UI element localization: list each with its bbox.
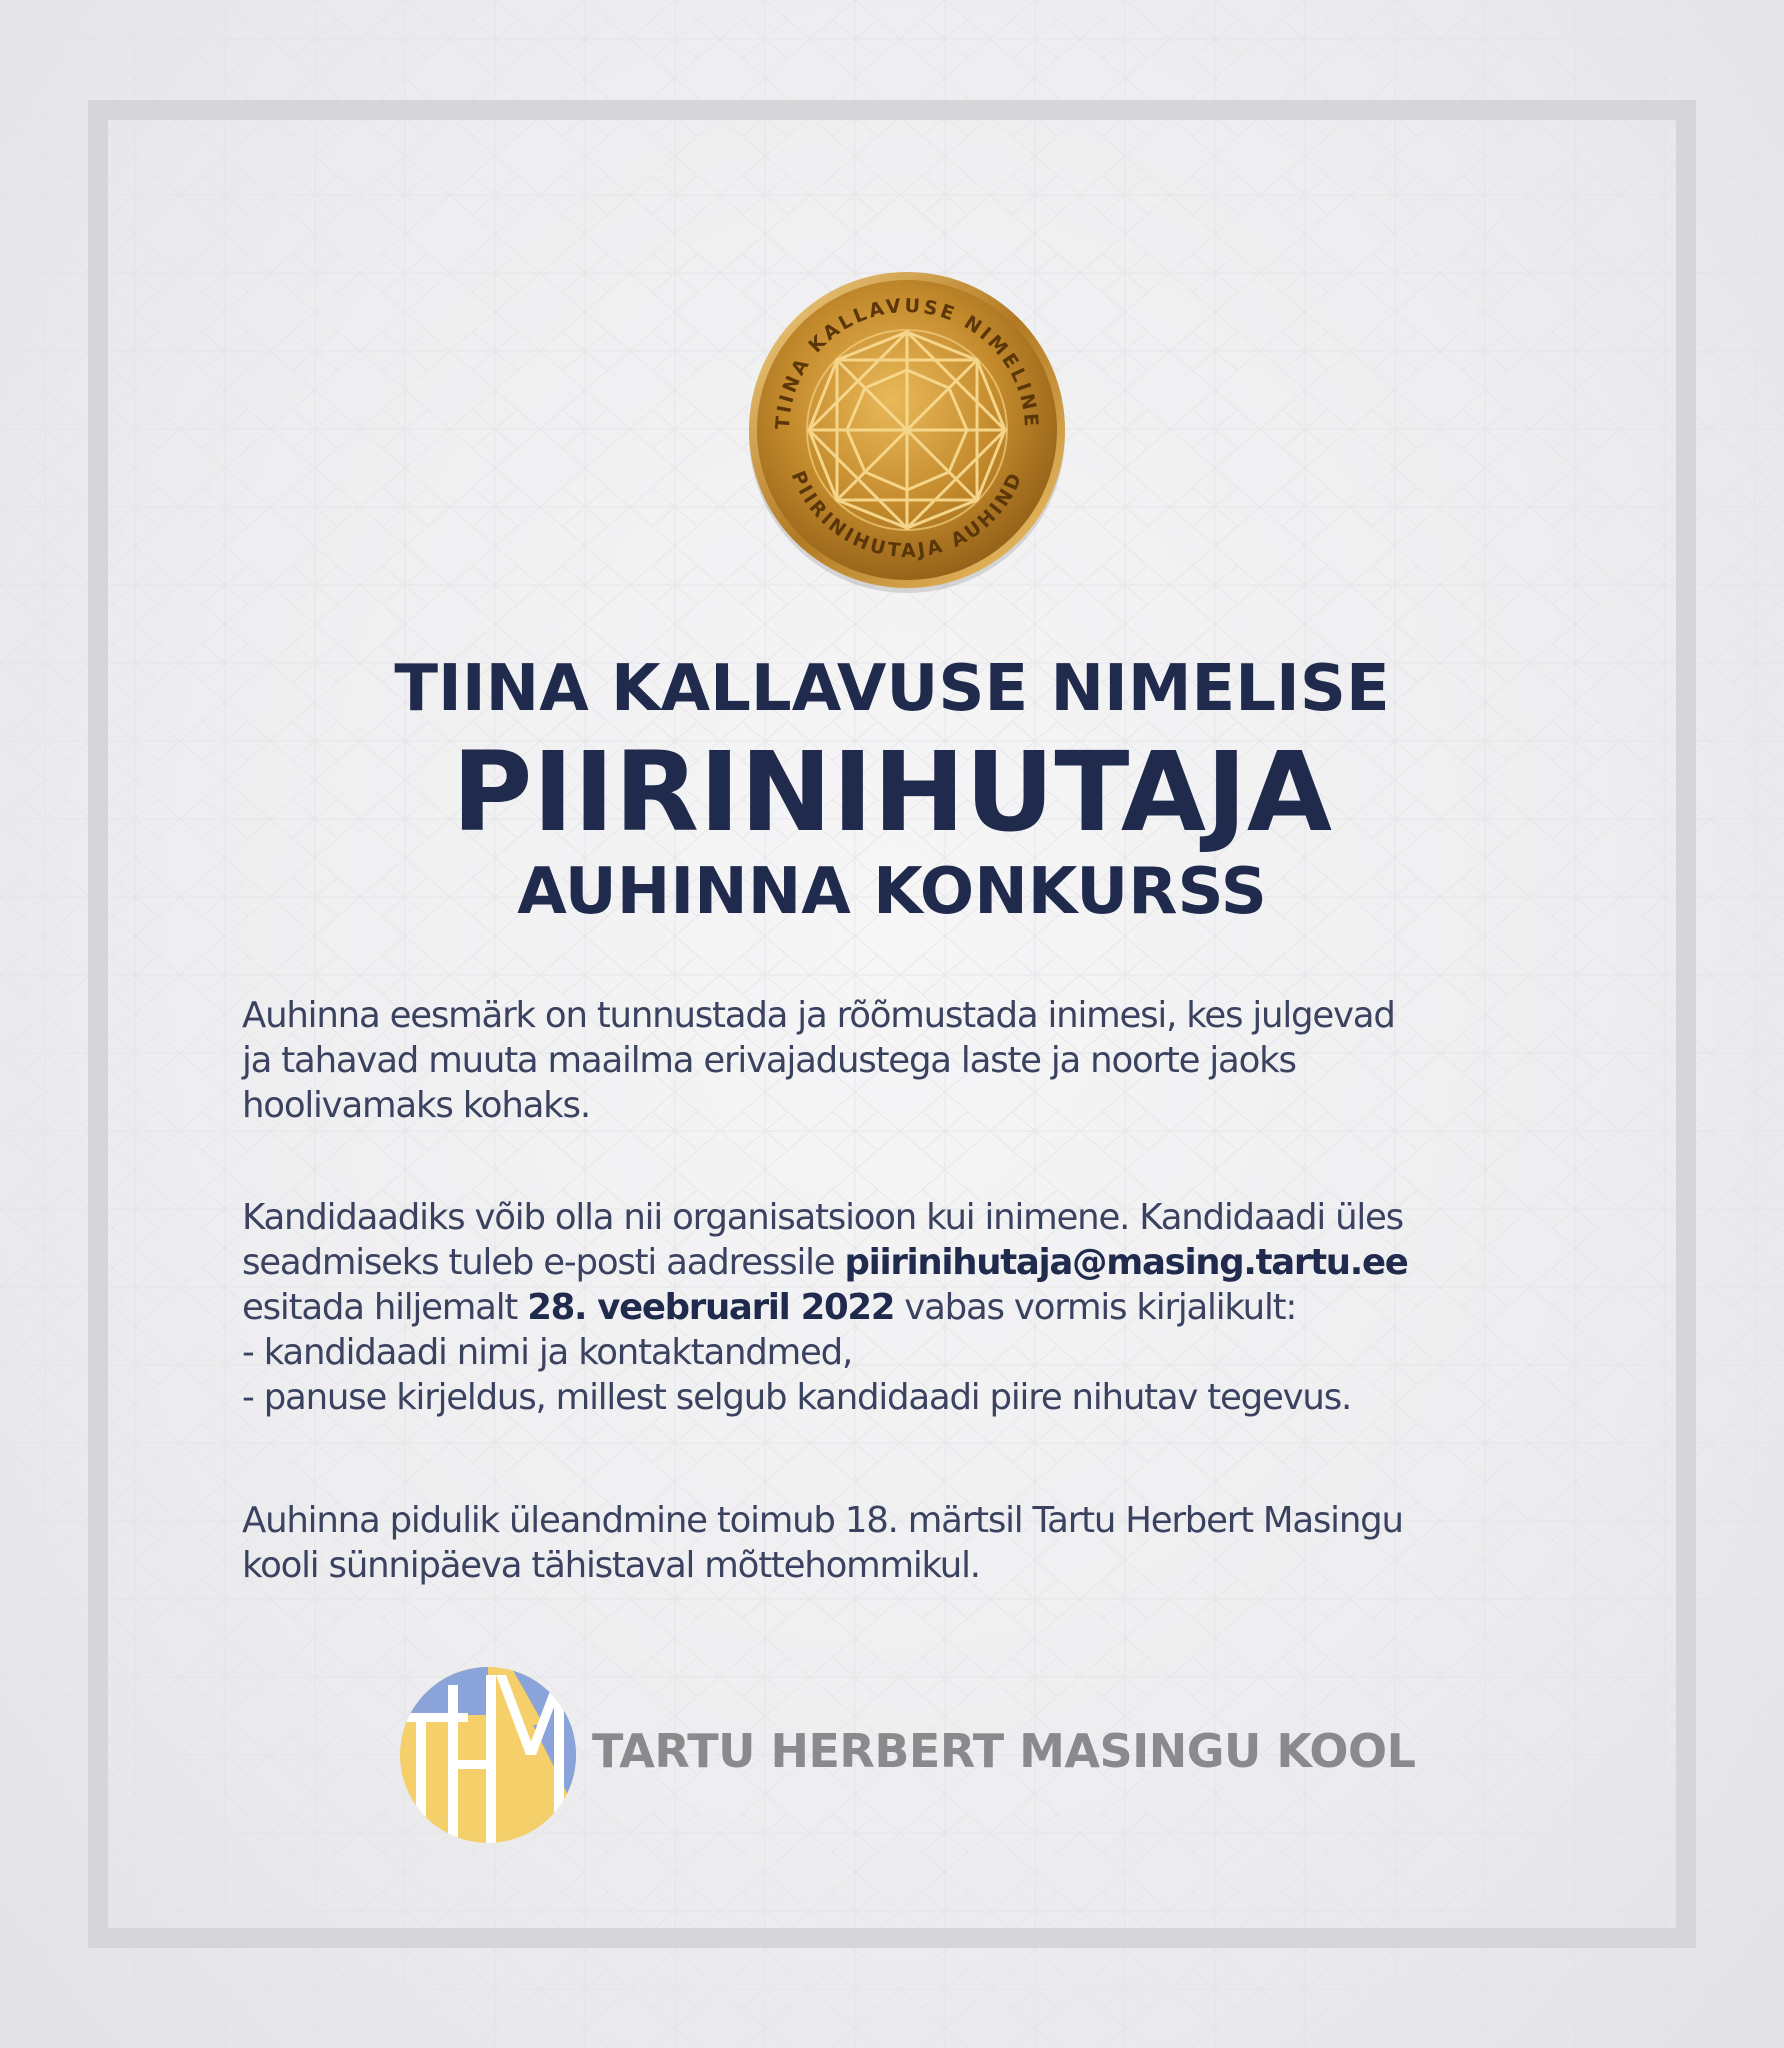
requirement-item: - panuse kirjeldus, millest selgub kandidaadi piire nihutav tegevus. — [242, 1377, 1352, 1418]
submission-paragraph — [242, 1195, 1572, 1420]
intro-paragraph — [242, 993, 1572, 1128]
submission-line — [242, 1240, 1572, 1285]
intro-line: hoolivamaks kohaks. — [242, 1085, 590, 1126]
medal-inscription-bottom: PIIRINIHUTAJA AUHIND — [786, 467, 1028, 563]
intro-line: ja tahavad muuta maailma erivajadustega laste ja noorte jaoks — [242, 1040, 1296, 1081]
ceremony-paragraph — [242, 1498, 1572, 1588]
submission-line: Kandidaadiks võib olla nii organisatsioon kui inimene. Kandidaadi üles — [242, 1197, 1403, 1238]
medal-inscription-top: TIINA KALLAVUSE NIMELINE — [771, 294, 1043, 431]
submission-text: seadmiseks tuleb e-posti aadressile — [242, 1242, 845, 1283]
submission-line — [242, 1285, 1572, 1330]
school-name: TARTU HERBERT MASINGU KOOL — [592, 1724, 1416, 1778]
ceremony-line: kooli sünnipäeva tähistaval mõttehommikul. — [242, 1545, 980, 1586]
ceremony-line: Auhinna pidulik üleandmine toimub 18. märtsil Tartu Herbert Masingu — [242, 1500, 1403, 1541]
heading-line-3: AUHINNA KONKURSS — [517, 855, 1267, 929]
award-medal-icon — [737, 260, 1077, 600]
submission-text: esitada hiljemalt — [242, 1287, 528, 1328]
intro-line: Auhinna eesmärk on tunnustada ja rõõmustada inimesi, kes julgevad — [242, 995, 1395, 1036]
heading-line-2: PIIRINIHUTAJA — [451, 728, 1333, 856]
heading-line-1: TIINA KALLAVUSE NIMELISE — [394, 652, 1390, 726]
deadline-date: 28. veebruaril 2022 — [527, 1287, 895, 1328]
submission-text: vabas vormis kirjalikult: — [894, 1287, 1297, 1328]
email-link[interactable]: piirinihutaja@masing.tartu.ee — [844, 1242, 1408, 1283]
requirement-item: - kandidaadi nimi ja kontaktandmed, — [242, 1332, 853, 1373]
school-logo-icon — [398, 1665, 578, 1845]
